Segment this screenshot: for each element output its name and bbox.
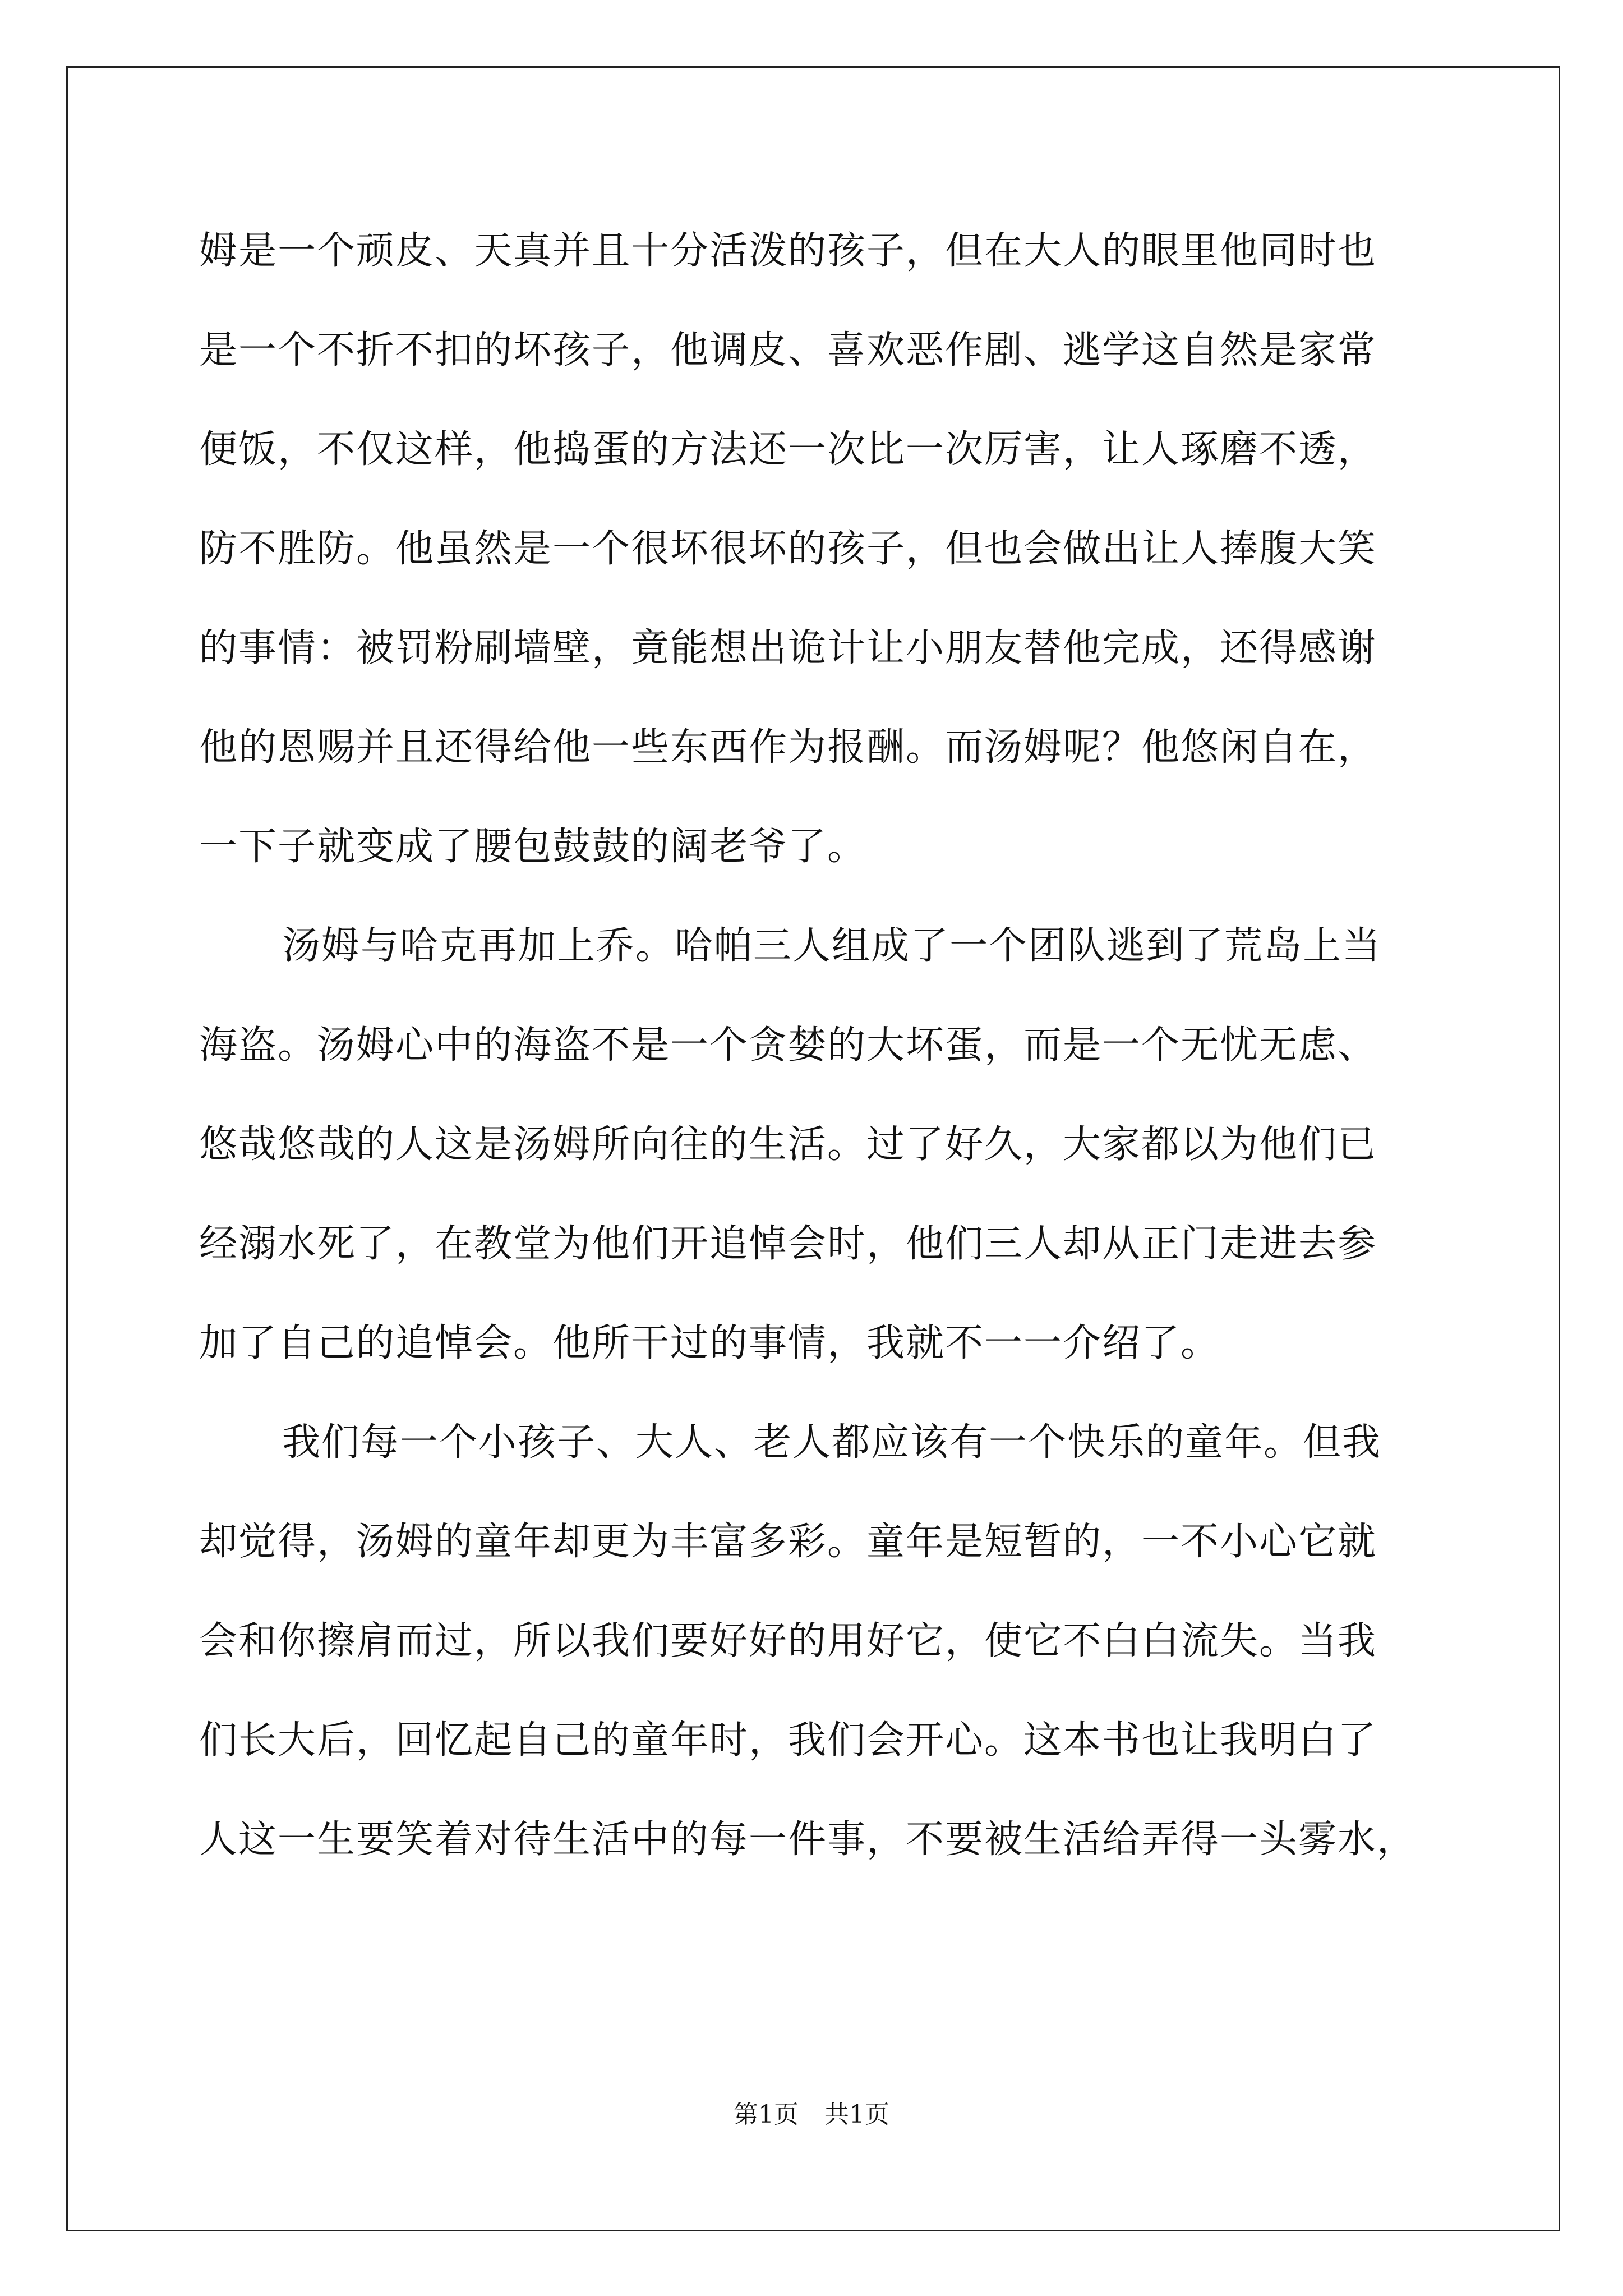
text-line: 是一个不折不扣的坏孩子，他调皮、喜欢恶作剧、逃学这自然是家常: [199, 328, 1377, 372]
page-number-current: 第1页: [734, 2100, 799, 2129]
text-line: 的事情：被罚粉刷墙壁，竟能想出诡计让小朋友替他完成，还得感谢: [199, 626, 1377, 670]
page-number-total: 共1页: [824, 2100, 889, 2129]
text-line: 们长大后，回忆起自己的童年时，我们会开心。这本书也让我明白了: [199, 1718, 1377, 1763]
paragraph-first-line: 我们每一个小孩子、大人、老人都应该有一个快乐的童年。但我: [282, 1420, 1382, 1465]
text-line: 姆是一个顽皮、天真并且十分活泼的孩子，但在大人的眼里他同时也: [199, 229, 1377, 273]
text-line: 防不胜防。他虽然是一个很坏很坏的孩子，但也会做出让人捧腹大笑: [199, 527, 1377, 571]
text-line: 一下子就变成了腰包鼓鼓的阔老爷了。: [199, 825, 867, 869]
text-line: 经溺水死了，在教堂为他们开追悼会时，他们三人却从正门走进去参: [199, 1222, 1377, 1266]
text-line: 悠哉悠哉的人这是汤姆所向往的生活。过了好久，大家都以为他们已: [199, 1122, 1377, 1167]
text-line: 海盗。汤姆心中的海盗不是一个贪婪的大坏蛋，而是一个无忧无虑、: [199, 1023, 1377, 1068]
document-body: [199, 222, 1427, 1910]
text-line: 人这一生要笑着对待生活中的每一件事，不要被生活给弄得一头雾水，: [199, 1818, 1417, 1862]
page-footer: [0, 2098, 1623, 2132]
text-line: 他的恩赐并且还得给他一些东西作为报酬。而汤姆呢？他悠闲自在，: [199, 725, 1377, 770]
text-line: 会和你擦肩而过，所以我们要好好的用好它，使它不白白流失。当我: [199, 1619, 1377, 1663]
text-line: 加了自己的追悼会。他所干过的事情，我就不一一介绍了。: [199, 1321, 1220, 1365]
text-line: 却觉得，汤姆的童年却更为丰富多彩。童年是短暂的，一不小心它就: [199, 1520, 1377, 1564]
paragraph-first-line: 汤姆与哈克再加上乔。哈帕三人组成了一个团队逃到了荒岛上当: [282, 924, 1382, 968]
text-line: 便饭，不仅这样，他捣蛋的方法还一次比一次厉害，让人琢磨不透，: [199, 427, 1377, 472]
